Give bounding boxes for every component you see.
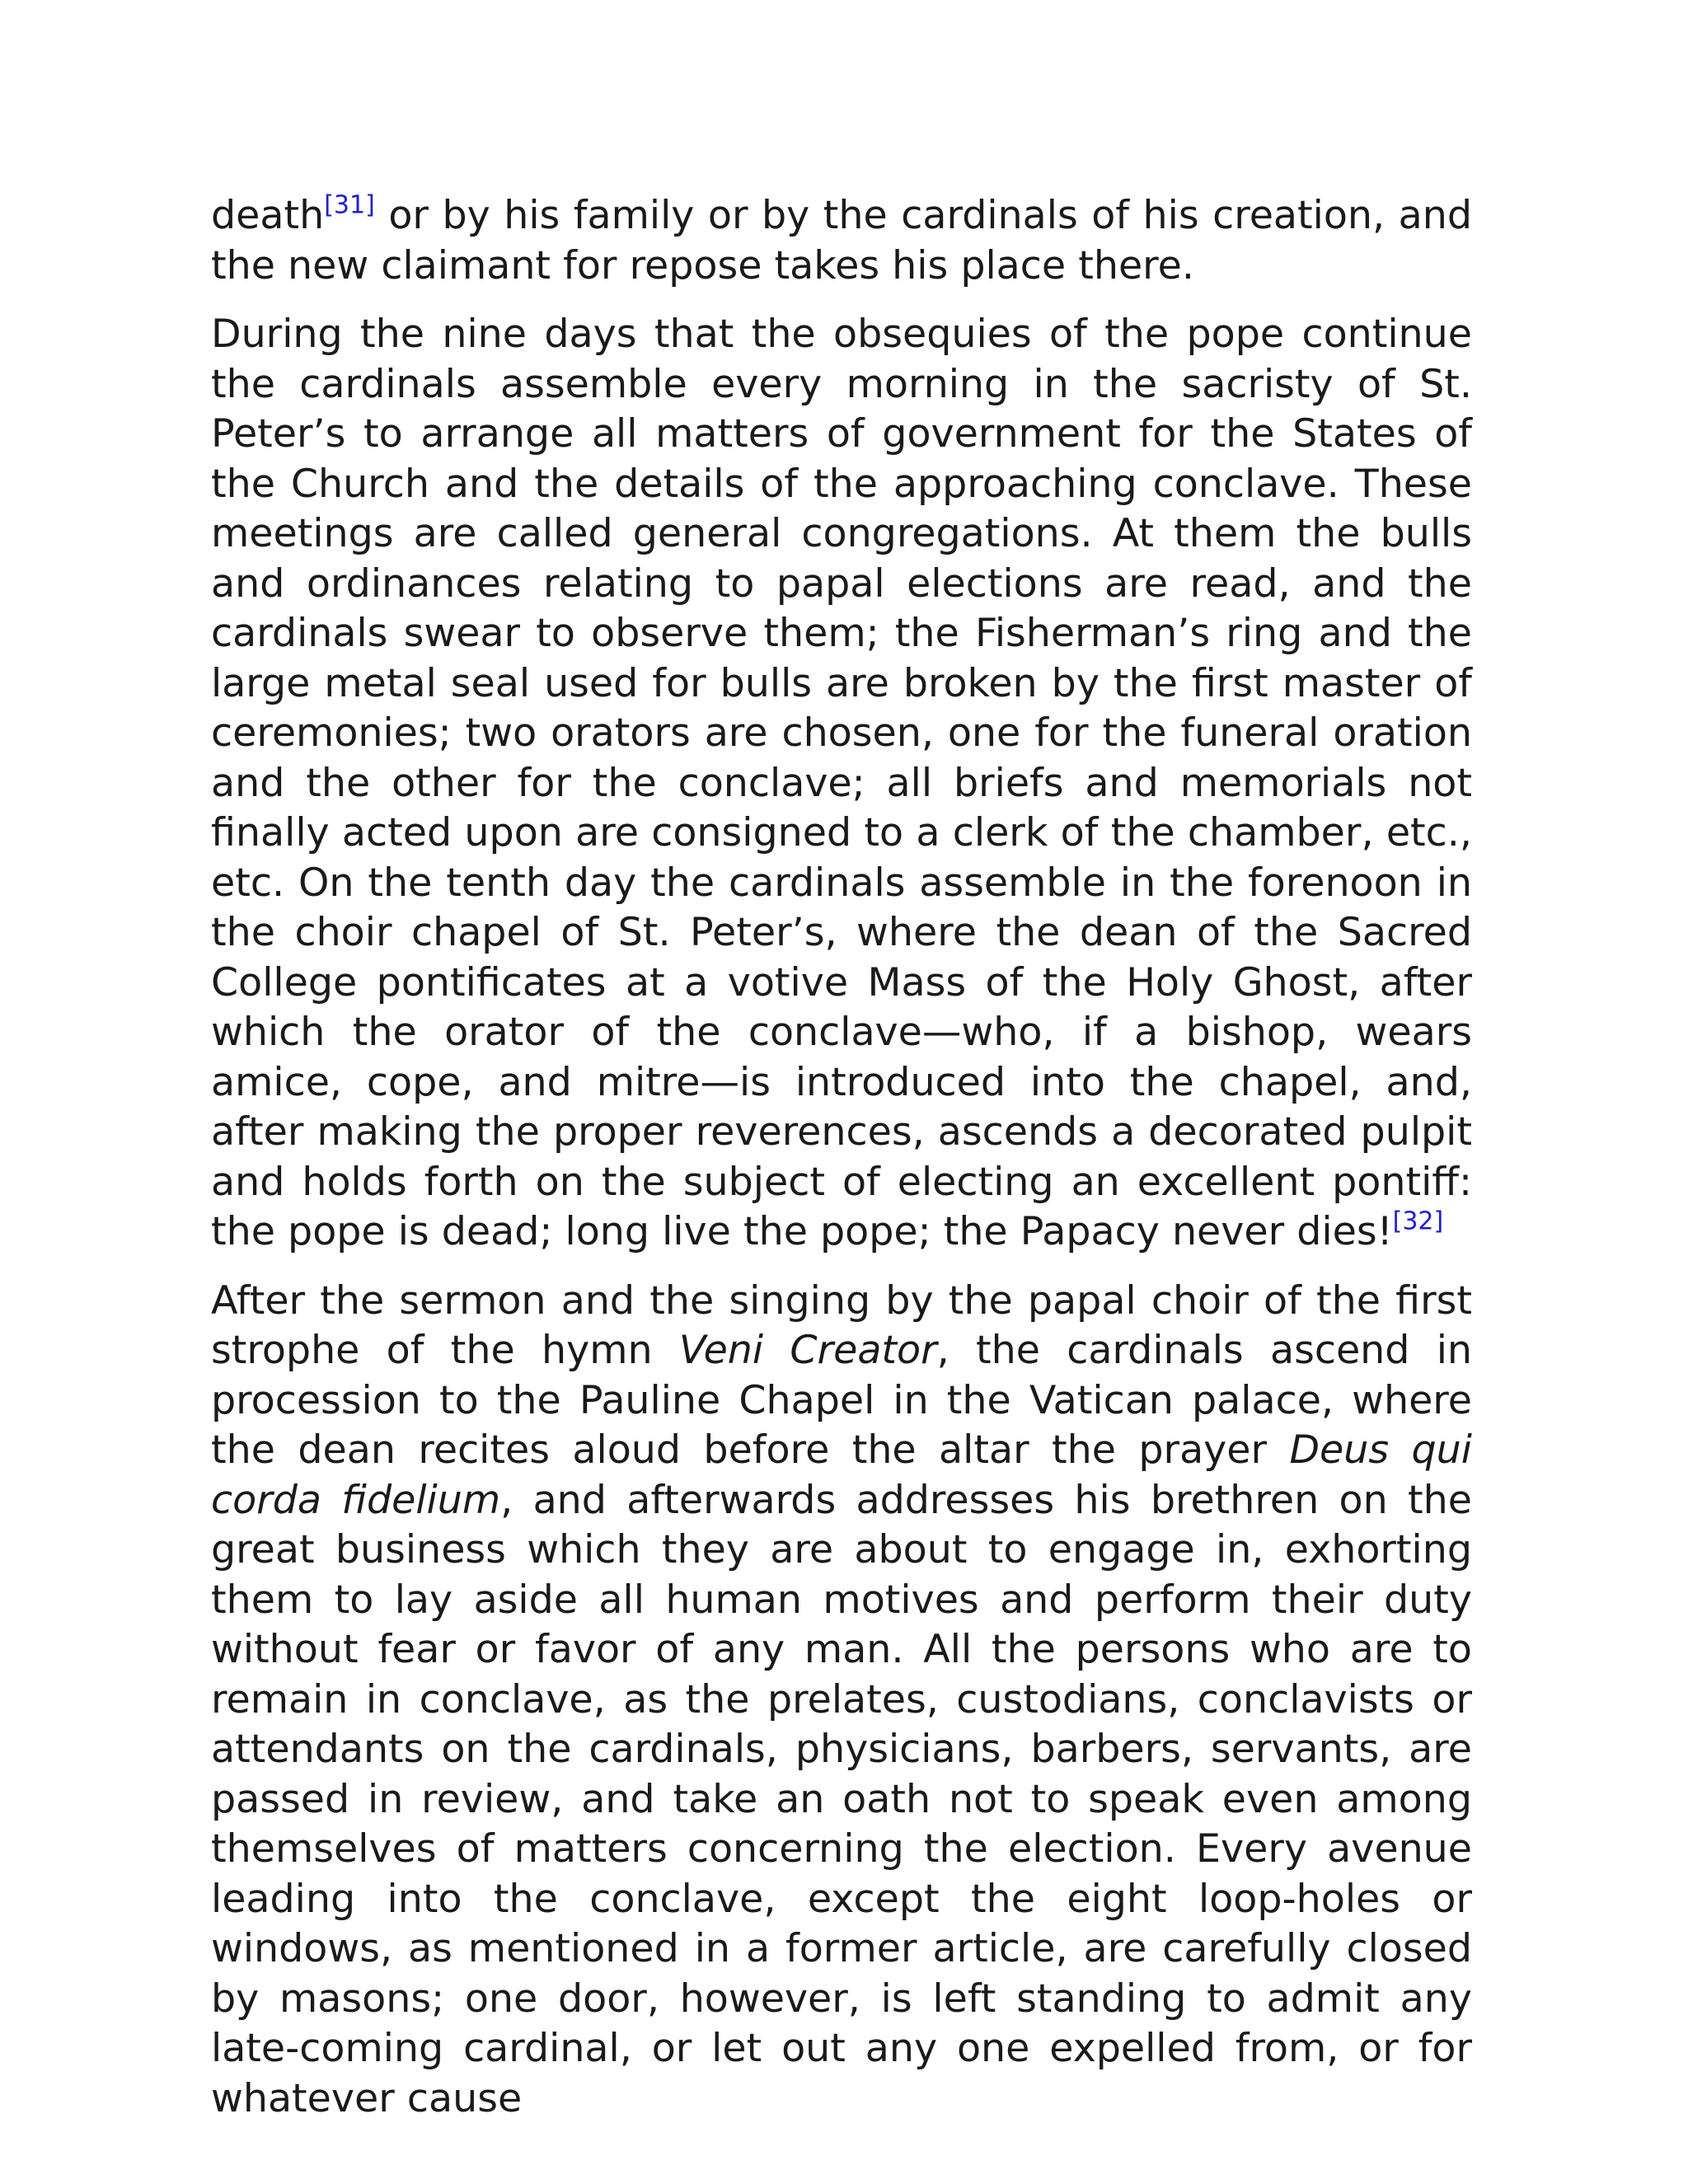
paragraph-1 bbox=[211, 191, 1472, 291]
paragraph-2 bbox=[211, 310, 1472, 1258]
paragraph-1-text-b: or by his family or by the cardinals of his creation, and the new claimant for repose takes his place there. bbox=[211, 193, 1472, 288]
paragraph-2-text: During the nine days that the obsequies of the pope continue the cardinals assemble every morning in the sacristy of St. Peter’s to arrange all matters of government for the States of the Church and the details of the approaching conclave. These meetings are called general congregations. At them the bulls and ordinances relating to papal elections are read, and the cardinals swear to observe them; the Fisherman’s ring and the large metal seal used for bulls are broken by the first master of ceremonies; two orators are chosen, one for the funeral oration and the other for the conclave; all briefs and memorials not finally acted upon are consigned to a clerk of the chamber, etc., etc. On the tenth day the cardinals assemble in the forenoon in the choir chapel of St. Peter’s, where the dean of the Sacred College pontificates at a votive Mass of the Holy Ghost, after which the orator of the conclave—who, if a bishop, wears amice, cope, and mitre—is introduced into the chapel, and, after making the proper reverences, ascends a decorated pulpit and holds forth on the subject of electing an excellent pontiff: the pope is dead; long live the pope; the Papacy never dies! bbox=[211, 312, 1472, 1254]
paragraph-3-text-c: , and afterwards addresses his brethren on the great business which they are about to engage in, exhorting them to lay aside all human motives and perform their duty without fear or favor of any man. All the persons who are to remain in conclave, as the prelates, custodians, conclavists or attendants on the cardinals, physicians, barbers, servants, are passed in review, and take an oath not to speak even among themselves of matters concerning the election. Every avenue leading into the conclave, except the eight loop-holes or windows, as mentioned in a former article, are carefully closed by masons; one door, however, is left standing to admit any late-coming cardinal, or let out any one expelled from, or for whatever cause bbox=[211, 1477, 1472, 2121]
document-page bbox=[211, 191, 1472, 2143]
italic-deus-qui-corda-fidelium: Deus qui corda fidelium bbox=[211, 1427, 1472, 1523]
paragraph-1-text-a: death bbox=[211, 193, 325, 238]
paragraph-3 bbox=[211, 1277, 1472, 2125]
paragraph-3-text-a: After the sermon and the singing by the papal choir of the first strophe of the hymn bbox=[211, 1277, 1472, 1373]
footnote-link-32[interactable]: [32] bbox=[1392, 1207, 1444, 1236]
paragraph-3-text-b: , the cardinals ascend in procession to the Pauline Chapel in the Vatican palace, where the dean recites aloud before the altar the prayer bbox=[211, 1328, 1473, 1473]
italic-veni-creator: Veni Creator bbox=[678, 1328, 937, 1373]
footnote-link-31[interactable]: [31] bbox=[324, 190, 375, 220]
